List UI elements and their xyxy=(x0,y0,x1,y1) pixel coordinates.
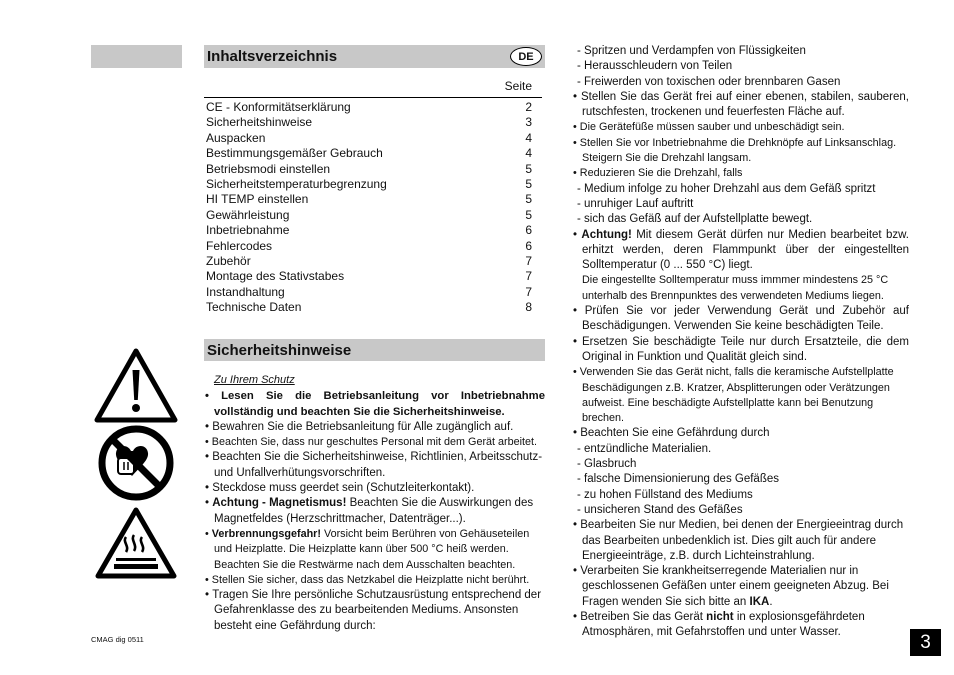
bullet-protective-equipment: • Tragen Sie Ihre persönliche Schutzausrüstung entsprechend der Gefahrenklasse des zu bearbeitenden Mediums. Ansonsten besteht eine Gefährdung durch: xyxy=(205,589,542,632)
safety-title: Sicherheitshinweise xyxy=(207,342,352,359)
toc-entry-label: HI TEMP einstellen xyxy=(206,192,309,207)
toc-entry[interactable] xyxy=(206,162,532,177)
bullet-placement: • Stellen Sie das Gerät frei auf einer ebenen, stabilen, sauberen, rutschfesten, trockenen und feuerfesten Fläche auf. xyxy=(573,90,909,119)
toc-entry-label: Fehlercodes xyxy=(206,238,273,253)
bullet-burn-hazard: • Verbrennungsgefahr! Vorsicht beim Berühren von Gehäuseteilen und Heizplatte. Die Heizplatte kann über 500 °C heiß werden. Beachten Sie die Restwärme nach dem Ausschalten beachten. xyxy=(205,527,530,571)
toc-entry-page: 4 xyxy=(525,130,532,145)
speed-condition-3: - sich das Gefäß auf der Aufstellplatte bewegt. xyxy=(577,213,813,226)
toc-entry[interactable] xyxy=(206,115,532,130)
bullet-read-manual: • Lesen Sie die Betriebsanleitung vor Inbetriebnahme vollständig und beachten Sie die Sicherheitshinweise. xyxy=(205,390,545,418)
toc-entry-label: CE - Konformitätserklärung xyxy=(206,100,351,114)
bullet-spare-parts: • Ersetzen Sie beschädigte Teile nur durch Ersatzteile, die dem Original in Funktion und Qualität gleich sind. xyxy=(573,335,909,363)
safety-subtitle: Zu Ihrem Schutz xyxy=(214,374,295,386)
toc-entry-label: Zubehör xyxy=(206,253,251,268)
bullet-trained-staff: • Beachten Sie, dass nur geschultes Personal mit dem Gerät arbeitet. xyxy=(205,436,538,449)
safety-left-column xyxy=(205,373,545,634)
toc-entry-page: 5 xyxy=(525,192,532,207)
speed-condition-2: - unruhiger Lauf auftritt xyxy=(577,197,694,210)
bullet-keep-manual: • Bewahren Sie die Betriebsanleitung für Alle zugänglich auf. xyxy=(205,420,514,433)
toc-header xyxy=(204,45,545,68)
header-grey-bar xyxy=(91,45,182,68)
hazard-unstable-vessel: - unsicheren Stand des Gefäßes xyxy=(577,503,743,516)
bullet-device-feet: • Die Gerätefüße müssen sauber und unbeschädigt sein. xyxy=(573,121,845,134)
toc-entry-label: Montage des Stativstabes xyxy=(206,269,345,284)
bullet-magnetism: • Achtung - Magnetismus! Beachten Sie die Auswirkungen des Magnetfeldes (Herzschrittmacher, Datenträger...). xyxy=(205,497,534,525)
toc-entry[interactable] xyxy=(206,254,532,269)
toc-entry-page: 6 xyxy=(525,223,532,238)
hazard-toxic-gases: - Freiwerden von toxischen oder brennbaren Gasen xyxy=(577,75,841,88)
bullet-flashpoint: • Achtung! Mit diesem Gerät dürfen nur Medien bearbeitet bzw. erhitzt werden, deren Flammpunkt über der eingestellten Solltemperatur (0 ... 550 °C) liegt. xyxy=(573,228,909,272)
toc-entry-page: 6 xyxy=(525,238,532,253)
bullet-pathogens: • Verarbeiten Sie krankheitserregende Materialien nur in geschlossenen Gefäßen unter einem geeigneten Abzug. Bei Fragen wenden Sie sich bitte an IKA. xyxy=(573,565,889,608)
toc-entry-page: 3 xyxy=(525,115,532,130)
hazard-glass-breakage: - Glasbruch xyxy=(577,458,637,471)
toc-title: Inhaltsverzeichnis xyxy=(207,48,338,65)
toc-entry-label: Technische Daten xyxy=(206,300,302,315)
toc-entry-page: 4 xyxy=(525,146,532,161)
hazard-dimensioning: - falsche Dimensionierung des Gefäßes xyxy=(577,473,779,486)
bullet-grounded-socket: • Steckdose muss geerdet sein (Schutzleiterkontakt). xyxy=(205,482,475,495)
bullet-power-cable: • Stellen Sie sicher, dass das Netzkabel die Heizplatte nicht berührt. xyxy=(205,573,530,586)
toc-entry[interactable] xyxy=(206,146,532,161)
hot-surface-icon xyxy=(95,507,177,579)
page-number: 3 xyxy=(910,629,941,656)
toc-entry-page: 8 xyxy=(525,300,532,315)
bullet-regulations: • Beachten Sie die Sicherheitshinweise, Richtlinien, Arbeitsschutz- und Unfallverhütungsvorschriften. xyxy=(205,451,543,479)
toc-entry-label: Betriebsmodi einstellen xyxy=(206,161,331,176)
toc-entry[interactable] xyxy=(206,269,532,284)
toc-divider xyxy=(204,97,542,98)
bullet-reduce-speed: • Reduzieren Sie die Drehzahl, falls xyxy=(573,167,743,180)
toc-entry-page: 7 xyxy=(525,284,532,299)
toc-entry-label: Gewährleistung xyxy=(206,207,290,222)
bullet-explosive-atmospheres: • Betreiben Sie das Gerät nicht in explosionsgefährdeten Atmosphären, mit Gefahrstoffen und unter Wasser. xyxy=(573,610,865,639)
bullet-ceramic-plate: • Verwenden Sie das Gerät nicht, falls die keramische Aufstellplatte Beschädigungen z.B. Kratzer, Absplitterungen oder Verätzungen aufweist. Eine beschädigte Aufstellplatte kann bei Benutzung brechen. xyxy=(573,366,894,425)
hazard-ejection: - Herausschleudern von Teilen xyxy=(577,60,733,73)
toc-entry[interactable] xyxy=(206,192,532,207)
bullet-check-damage: • Prüfen Sie vor jeder Verwendung Gerät und Zubehör auf Beschädigungen. Verwenden Sie keine beschädigten Teile. xyxy=(573,305,909,333)
document-code: CMAG dig 0511 xyxy=(91,635,144,644)
toc-entry[interactable] xyxy=(206,100,532,115)
toc-entry-label: Bestimmungsgemäßer Gebrauch xyxy=(206,146,383,161)
toc-entry[interactable] xyxy=(206,208,532,223)
toc-entry[interactable] xyxy=(206,223,532,238)
toc-entry-page: 7 xyxy=(525,253,532,268)
safety-right-column xyxy=(573,44,909,641)
toc-page-column-header: Seite xyxy=(504,79,532,93)
hazard-fill-level: - zu hohen Füllstand des Mediums xyxy=(577,488,753,501)
no-pacemaker-icon xyxy=(97,424,175,502)
toc-entry-label: Sicherheitshinweise xyxy=(206,115,313,130)
toc-entry-page: 7 xyxy=(525,269,532,284)
toc-entry[interactable] xyxy=(206,239,532,254)
note-setpoint-temperature: Die eingestellte Solltemperatur muss immmer mindestens 25 °C unterhalb des Brennpunktes des verwendeten Mediums liegen. xyxy=(582,274,889,302)
hazard-splashing: - Spritzen und Verdampfen von Flüssigkeiten xyxy=(577,45,806,57)
hazard-flammable: - entzündliche Materialien. xyxy=(577,442,712,455)
speed-condition-1: - Medium infolge zu hoher Drehzahl aus dem Gefäß spritzt xyxy=(577,182,876,195)
toc-entry-page: 2 xyxy=(525,100,532,114)
language-badge: DE xyxy=(510,47,542,66)
toc-list xyxy=(206,100,532,315)
warning-triangle-icon xyxy=(94,348,178,424)
toc-entry-label: Instandhaltung xyxy=(206,284,285,299)
toc-entry[interactable] xyxy=(206,300,532,315)
toc-entry-page: 5 xyxy=(525,207,532,222)
toc-entry[interactable] xyxy=(206,177,532,192)
toc-entry[interactable] xyxy=(206,285,532,300)
bullet-energy-input: • Bearbeiten Sie nur Medien, bei denen der Energieeintrag durch das Bearbeiten unbedenklich ist. Dies gilt auch für andere Energieeinträge, z.B. durch Lichteinstrahlung. xyxy=(573,519,904,562)
safety-header xyxy=(204,339,545,361)
toc-entry-page: 5 xyxy=(525,176,532,191)
toc-entry-label: Auspacken xyxy=(206,130,266,145)
toc-entry-label: Sicherheitstemperaturbegrenzung xyxy=(206,176,387,191)
toc-entry-label: Inbetriebnahme xyxy=(206,223,290,238)
toc-entry[interactable] xyxy=(206,131,532,146)
bullet-knobs: • Stellen Sie vor Inbetriebnahme die Drehknöpfe auf Linksanschlag. Steigern Sie die Drehzahl langsam. xyxy=(573,136,897,165)
bullet-hazards: • Beachten Sie eine Gefährdung durch xyxy=(573,427,770,440)
toc-entry-page: 5 xyxy=(525,161,532,176)
